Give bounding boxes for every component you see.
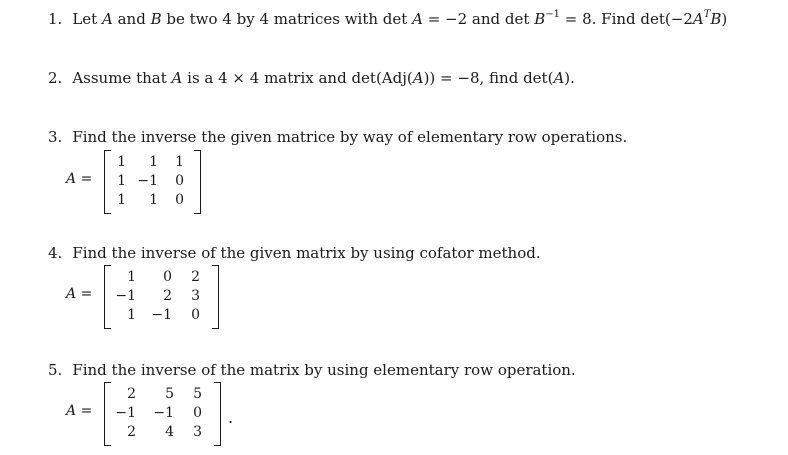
math-variable: A [66,286,77,302]
matrix-cell: −1 [151,306,172,323]
matrix-cell: 3 [191,287,200,304]
matrix-label [66,403,92,419]
matrix-label [66,286,92,302]
problem-3 [48,128,627,146]
matrix-cell: −1 [115,287,136,304]
problem-text: Find the inverse of the given matrix by using cofator method. [72,244,541,262]
problem-text: Let [72,10,98,28]
matrix-cell: 1 [117,153,126,170]
equals-sign: = [80,403,93,419]
problem-text: is a 4 × 4 matrix and det(Adj( [187,69,413,87]
matrix-cell: 2 [127,423,136,440]
math-variable: B [710,10,722,28]
problem-number: 1. [48,10,63,28]
matrix-cell: −1 [115,404,136,421]
problem-text: ) [721,10,728,28]
equals-sign: = [80,286,93,302]
math-variable: A [101,10,113,28]
problem-text: ). [564,69,575,87]
problem-number: 2. [48,69,63,87]
matrix-cell: 1 [127,268,136,285]
exponent: T [703,9,711,20]
problem-text: and [117,10,146,28]
problem-text: )) = −8, find det( [423,69,554,87]
problem-5 [48,361,576,379]
problem-1 [48,10,727,28]
problem-4 [48,244,541,262]
math-variable: A [66,403,77,419]
matrix-cell: 5 [193,385,202,402]
matrix-cell: 3 [193,423,202,440]
matrix-cell: 0 [193,404,202,421]
matrix-cell: 1 [175,153,184,170]
problem-2 [48,69,575,87]
problem-number: 3. [48,128,63,146]
problem-text: = −2 and det [427,10,530,28]
matrix-cell: 1 [149,153,158,170]
matrix-cell: −1 [137,172,158,189]
right-bracket [194,150,201,214]
matrix-cell: 2 [163,287,172,304]
right-bracket [212,265,219,329]
trailing-period: . [228,408,234,427]
matrix-label [66,171,92,187]
matrix-cell: 1 [127,306,136,323]
problem-number: 5. [48,361,63,379]
matrix-cell: 1 [117,191,126,208]
problem-text: = 8. Find det(−2 [564,10,693,28]
matrix-grid [112,152,190,209]
math-variable: B [534,10,546,28]
matrix-cell: 1 [149,191,158,208]
left-bracket [104,382,111,446]
math-variable: B [150,10,162,28]
problem-number: 4. [48,244,63,262]
matrix-cell: 0 [175,191,184,208]
matrix-cell: 0 [191,306,200,323]
matrix-cell: 0 [163,268,172,285]
problem-text: Find the inverse of the matrix by using elementary row operation. [72,361,576,379]
matrix-cell: 5 [165,385,174,402]
math-variable: A [553,69,565,87]
problem-text: be two 4 by 4 matrices with det [166,10,408,28]
left-bracket [104,150,111,214]
math-variable: A [692,10,704,28]
matrix-grid [112,384,208,441]
matrix-cell: 2 [191,268,200,285]
matrix-cell: 0 [175,172,184,189]
equals-sign: = [80,171,93,187]
math-variable: A [412,69,424,87]
matrix-grid [112,267,206,324]
math-variable: A [171,69,183,87]
matrix-cell: 4 [165,423,174,440]
problem-text: Assume that [72,69,167,87]
math-variable: A [412,10,423,28]
right-bracket [214,382,221,446]
left-bracket [104,265,111,329]
matrix-cell: −1 [153,404,174,421]
exponent: −1 [545,9,560,20]
math-variable: A [66,171,77,187]
matrix-cell: 1 [117,172,126,189]
problem-text: Find the inverse the given matrice by way of elementary row operations. [72,128,628,146]
matrix-cell: 2 [127,385,136,402]
